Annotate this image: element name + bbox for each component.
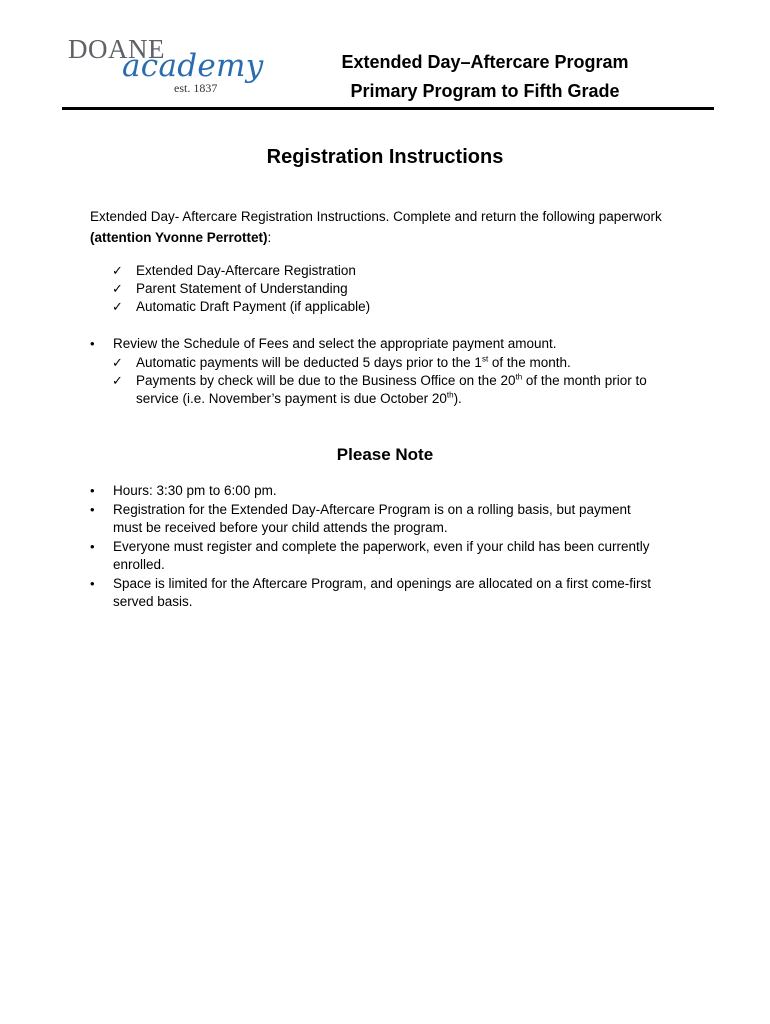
bullet-icon: • [90, 336, 95, 351]
intro-paragraph [90, 206, 690, 248]
bullet-icon: • [90, 483, 95, 498]
logo-established-text: est. 1837 [174, 81, 218, 95]
bullet-icon: • [90, 539, 95, 554]
checkmark-icon: ✓ [112, 355, 123, 370]
please-note-heading: Please Note [336, 445, 434, 464]
bullet-icon: • [90, 502, 95, 517]
logo-doane-text: DOANE [68, 34, 165, 64]
logo-academy-text: academy [122, 48, 264, 84]
checkmark-icon: ✓ [112, 263, 123, 278]
header-grade-range: Primary Program to Fifth Grade [350, 81, 620, 101]
checkmark-icon: ✓ [112, 299, 123, 314]
header-divider [62, 107, 714, 110]
header-program-title: Extended Day–Aftercare Program [341, 52, 629, 72]
intro-tail: : [267, 230, 272, 245]
bullet-icon: • [90, 576, 95, 591]
intro-text: Extended Day- Aftercare Registration Instructions. Complete and return the following paperwork [90, 209, 662, 224]
page-title: Registration Instructions [266, 146, 504, 168]
checkmark-icon: ✓ [112, 373, 123, 388]
doane-academy-logo [66, 34, 266, 100]
intro-attention: (attention Yvonne Perrottet) [90, 230, 268, 245]
checkmark-icon: ✓ [112, 281, 123, 296]
